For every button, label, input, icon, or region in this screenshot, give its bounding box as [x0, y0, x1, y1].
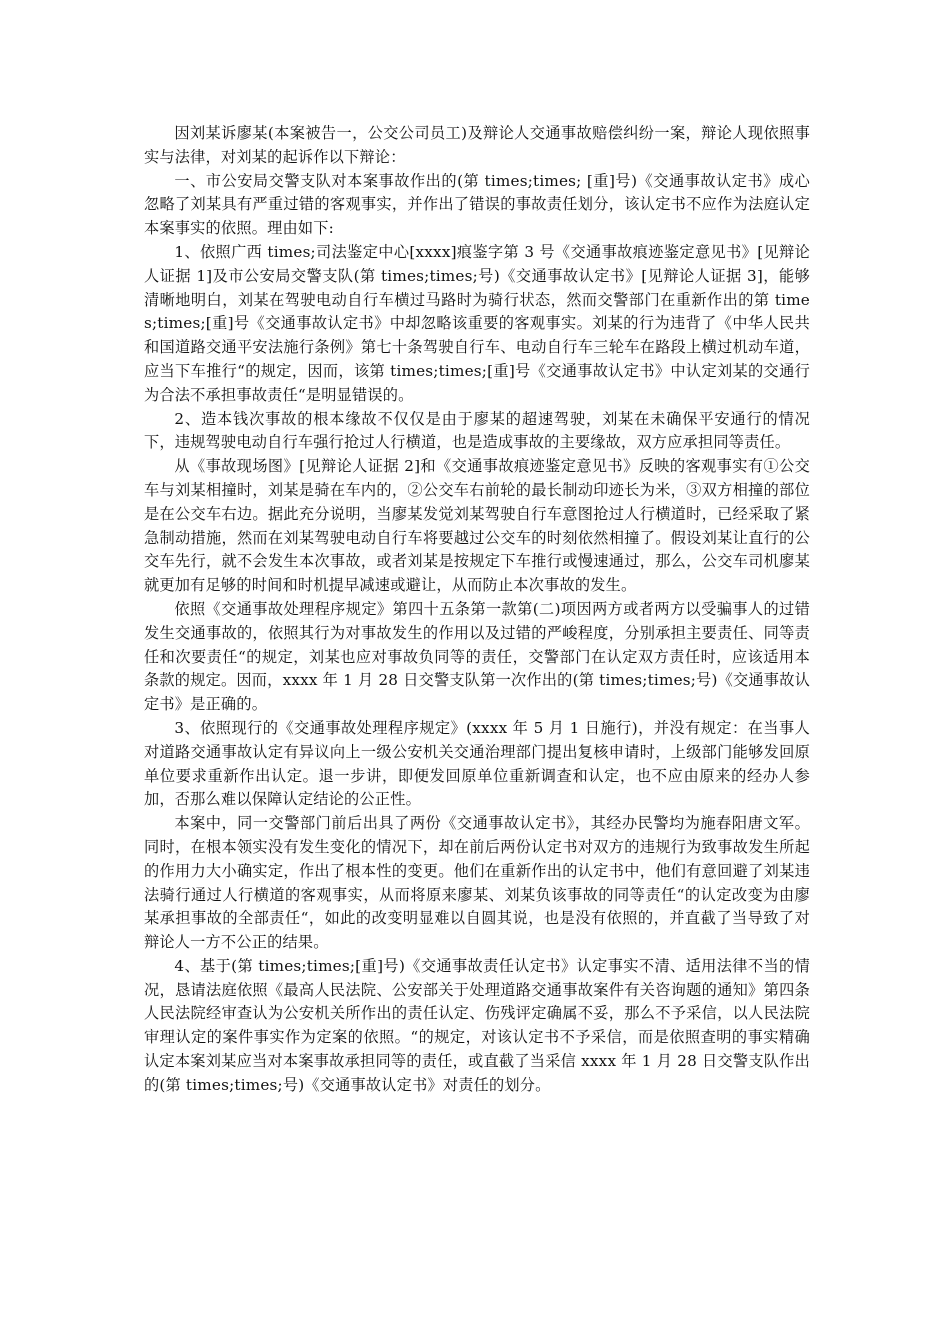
paragraph-regulation: 依照《交通事故处理程序规定》第四十五条第一款第(二)项因两方或者两方以受骗事人的过错发生交通事故的，依照其行为对事故发生的作用以及过错的严峻程度，分别承担主要责任、同等责任和次要责任“的规定，刘某也应对事故负同等的责任，交警部门在认定双方责任时，应该适用本条款的规定。因而，xxxx 年 1 月 28 日交警支队第一次作出的(第 times;times;号)《交通事故认定书》是正确的。 — [144, 599, 810, 714]
paragraph-reason-4: 4、基于(第 times;times;[重]号)《交通事故责任认定书》认定事实不清、适用法律不当的情况，恳请法庭依照《最高人民法院、公安部关于处理道路交通事故案件有关咨询题的通知》第四条人民法院经审查认为公安机关所作出的责任认定、伤残评定确属不妥，那么不予采信，以人民法院审理认定的案件事实作为定案的依照。“的规定，对该认定书不予采信，而是依照查明的事实精确认定本案刘某应当对本案事故承担同等的责任，或直截了当采信 xxxx 年 1 月 28 日交警支队作出的(第 times;times;号)《交通事故认定书》对责任的划分。 — [144, 956, 810, 1094]
paragraph-case-detail: 本案中，同一交警部门前后出具了两份《交通事故认定书》，其经办民警均为施春阳唐文军。同时，在根本领实没有发生变化的情况下，却在前后两份认定书对双方的违规行为致事故发生所起的作用力大小确实定，作出了根本性的变更。他们在重新作出的认定书中，他们有意回避了刘某违法骑行通过人行横道的客观事实，从而将原来廖某、刘某负该事故的同等责任“的认定改变为由廖某承担事故的全部责任“，如此的改变明显难以自圆其说，也是没有依照的，并直截了当导致了对辩论人一方不公正的结果。 — [144, 814, 810, 952]
document-body — [144, 122, 810, 1098]
paragraph-reason-1: 1、依照广西 times;司法鉴定中心[xxxx]痕鉴字第 3 号《交通事故痕迹鉴定意见书》[见辩论人证据 1]及市公安局交警支队(第 times;times;号)《交通事故认定书》[见辩论人证据 3]，能够清晰地明白，刘某在驾驶电动自行车横过马路时为骑行状态，然而交警部门在重新作出的第 times;times;[重]号《交通事故认定书》中却忽略该重要的客观事实。刘某的行为违背了《中华人民共和国道路交通平安法施行条例》第七十条驾驶自行车、电动自行车三轮车在路段上横过机动车道，应当下车推行“的规定，因而，该第 times;times;[重]号《交通事故认定书》中认定刘某的交通行为合法不承担事故责任“是明显错误的。 — [144, 242, 810, 404]
paragraph-reason-3: 3、依照现行的《交通事故处理程序规定》(xxxx 年 5 月 1 日施行)，并没有规定：在当事人对道路交通事故认定有异议向上一级公安机关交通治理部门提出复核申请时，上级部门能够发回原单位要求重新作出认定。退一步讲，即便发回原单位重新调查和认定，也不应由原来的经办人参加，否那么难以保障认定结论的公正性。 — [144, 718, 810, 809]
paragraph-point-one: 一、市公安局交警支队对本案事故作出的(第 times;times; [重]号)《交通事故认定书》成心忽略了刘某具有严重过错的客观事实，并作出了错误的事故责任划分，该认定书不应作为法庭认定本案事实的依照。理由如下: — [144, 171, 810, 238]
paragraph-intro: 因刘某诉廖某(本案被告一，公交公司员工)及辩论人交通事故赔偿纠纷一案，辩论人现依照事实与法律，对刘某的起诉作以下辩论： — [144, 124, 810, 166]
paragraph-evidence: 从《事故现场图》[见辩论人证据 2]和《交通事故痕迹鉴定意见书》反映的客观事实有①公交车与刘某相撞时，刘某是骑在车内的，②公交车右前轮的最长制动印迹长为米，③双方相撞的部位是在公交车右边。据此充分说明，当廖某发觉刘某驾驶自行车意图抢过人行横道时，已经采取了紧急制动措施，然而在刘某驾驶电动自行车将要越过公交车的时刻依然相撞了。假设刘某让直行的公交车先行，就不会发生本次事故，或者刘某是按规定下车推行或慢速通过，那么，公交车司机廖某就更加有足够的时间和时机提早减速或避让，从而防止本次事故的发生。 — [144, 457, 810, 595]
paragraph-reason-2: 2、造本钱次事故的根本缘故不仅仅是由于廖某的超速驾驶，刘某在未确保平安通行的情况下，违规驾驶电动自行车强行抢过人行横道，也是造成事故的主要缘故，双方应承担同等责任。 — [144, 409, 810, 452]
